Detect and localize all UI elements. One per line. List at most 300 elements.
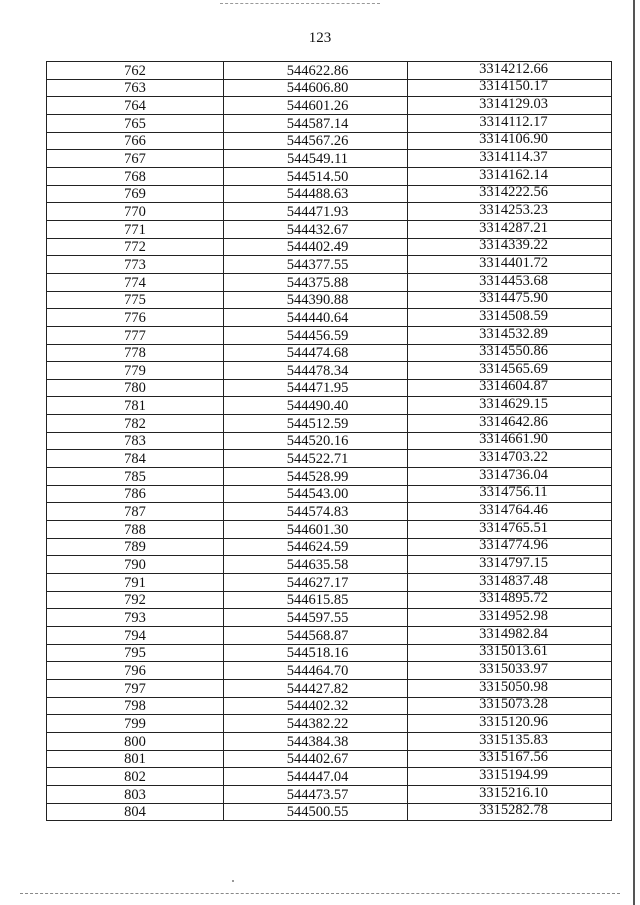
y-coordinate-text: 3314629.15 <box>479 396 548 413</box>
y-coordinate-cell <box>408 679 612 697</box>
table-row <box>47 238 612 256</box>
point-number-cell <box>47 679 224 697</box>
x-coordinate-text: 544615.85 <box>286 592 349 609</box>
y-coordinate-cell <box>408 114 612 132</box>
point-number-cell <box>47 167 224 185</box>
y-coordinate-cell <box>408 591 612 609</box>
point-number-cell <box>47 697 224 715</box>
x-coordinate-cell <box>224 362 408 380</box>
x-coordinate-text: 544601.26 <box>286 97 349 114</box>
table-row <box>47 679 612 697</box>
y-coordinate-text: 3314837.48 <box>479 573 548 589</box>
x-coordinate-cell <box>224 503 408 521</box>
table-row <box>47 220 612 238</box>
y-coordinate-text: 3314222.56 <box>479 185 548 201</box>
coordinates-table-body <box>47 62 612 821</box>
point-number-cell <box>47 362 224 380</box>
table-row <box>47 662 612 680</box>
x-coordinate-text: 544478.34 <box>286 362 349 379</box>
y-coordinate-cell <box>408 238 612 256</box>
table-row <box>47 326 612 344</box>
point-number-text: 801 <box>124 751 146 768</box>
x-coordinate-cell <box>224 644 408 662</box>
y-coordinate-cell <box>408 203 612 221</box>
x-coordinate-cell <box>224 715 408 733</box>
x-coordinate-text: 544514.50 <box>286 168 349 185</box>
y-coordinate-cell <box>408 362 612 380</box>
table-row <box>47 538 612 556</box>
y-coordinate-text: 3314112.17 <box>479 114 548 130</box>
x-coordinate-text: 544456.59 <box>286 327 349 344</box>
x-coordinate-cell <box>224 750 408 768</box>
x-coordinate-cell <box>224 203 408 221</box>
point-number-text: 787 <box>124 504 146 521</box>
point-number-text: 766 <box>124 133 146 150</box>
x-coordinate-cell <box>224 468 408 486</box>
y-coordinate-text: 3314212.66 <box>479 61 548 77</box>
point-number-text: 772 <box>124 239 146 256</box>
y-coordinate-text: 3314150.17 <box>479 79 548 95</box>
x-coordinate-cell <box>224 574 408 592</box>
point-number-cell <box>47 203 224 221</box>
x-coordinate-text: 544488.63 <box>286 186 349 203</box>
x-coordinate-cell <box>224 185 408 203</box>
y-coordinate-text: 3314736.04 <box>479 467 548 483</box>
point-number-text: 781 <box>124 398 146 415</box>
point-number-text: 792 <box>124 592 146 609</box>
y-coordinate-text: 3314162.14 <box>479 167 548 183</box>
point-number-text: 789 <box>124 539 146 556</box>
y-coordinate-cell <box>408 662 612 680</box>
point-number-text: 771 <box>124 221 146 238</box>
point-number-text: 784 <box>124 451 146 468</box>
x-coordinate-text: 544622.86 <box>286 62 349 79</box>
point-number-cell <box>47 556 224 574</box>
point-number-text: 796 <box>124 662 146 679</box>
y-coordinate-cell <box>408 167 612 185</box>
x-coordinate-cell <box>224 415 408 433</box>
x-coordinate-cell <box>224 273 408 291</box>
point-number-text: 797 <box>124 680 146 697</box>
y-coordinate-cell <box>408 379 612 397</box>
y-coordinate-text: 3314508.59 <box>479 308 548 324</box>
point-number-text: 770 <box>124 203 146 220</box>
y-coordinate-text: 3315120.96 <box>479 714 548 730</box>
y-coordinate-text: 3314642.86 <box>479 414 548 430</box>
x-coordinate-cell <box>224 768 408 786</box>
point-number-text: 768 <box>124 168 146 185</box>
x-coordinate-cell <box>224 150 408 168</box>
x-coordinate-text: 544432.67 <box>286 221 349 238</box>
x-coordinate-cell <box>224 538 408 556</box>
y-coordinate-cell <box>408 450 612 468</box>
x-coordinate-cell <box>224 732 408 750</box>
x-coordinate-cell <box>224 556 408 574</box>
x-coordinate-text: 544473.57 <box>286 786 349 803</box>
y-coordinate-text: 3315216.10 <box>479 785 548 801</box>
point-number-cell <box>47 256 224 274</box>
point-number-text: 804 <box>124 804 146 821</box>
x-coordinate-text: 544522.71 <box>286 451 349 468</box>
table-row <box>47 379 612 397</box>
y-coordinate-text: 3314982.84 <box>479 626 548 642</box>
point-number-cell <box>47 62 224 80</box>
x-coordinate-cell <box>224 450 408 468</box>
y-coordinate-text: 3314475.90 <box>479 291 548 307</box>
y-coordinate-cell <box>408 785 612 803</box>
table-row <box>47 432 612 450</box>
point-number-text: 800 <box>124 733 146 750</box>
table-row <box>47 273 612 291</box>
x-coordinate-cell <box>224 114 408 132</box>
y-coordinate-cell <box>408 220 612 238</box>
y-coordinate-text: 3314550.86 <box>479 344 548 360</box>
x-coordinate-cell <box>224 220 408 238</box>
page-number: 123 <box>308 30 332 46</box>
x-coordinate-text: 544567.26 <box>286 133 349 150</box>
x-coordinate-cell <box>224 256 408 274</box>
y-coordinate-text: 3315167.56 <box>479 750 548 766</box>
x-coordinate-cell <box>224 485 408 503</box>
point-number-text: 790 <box>124 557 146 574</box>
y-coordinate-text: 3314114.37 <box>479 149 548 165</box>
point-number-text: 783 <box>124 433 146 450</box>
table-row <box>47 521 612 539</box>
point-number-cell <box>47 768 224 786</box>
point-number-text: 793 <box>124 610 146 626</box>
y-coordinate-cell <box>408 644 612 662</box>
x-coordinate-cell <box>224 432 408 450</box>
point-number-cell <box>47 185 224 203</box>
point-number-cell <box>47 273 224 291</box>
y-coordinate-cell <box>408 556 612 574</box>
y-coordinate-cell <box>408 503 612 521</box>
point-number-cell <box>47 662 224 680</box>
point-number-cell <box>47 97 224 115</box>
point-number-text: 794 <box>124 627 146 644</box>
x-coordinate-cell <box>224 309 408 327</box>
x-coordinate-text: 544390.88 <box>286 292 349 309</box>
point-number-cell <box>47 750 224 768</box>
y-coordinate-cell <box>408 768 612 786</box>
y-coordinate-text: 3315073.28 <box>479 697 548 713</box>
point-number-text: 764 <box>124 97 146 114</box>
y-coordinate-cell <box>408 79 612 97</box>
y-coordinate-text: 3314661.90 <box>479 432 548 448</box>
x-coordinate-text: 544382.22 <box>286 715 349 732</box>
x-coordinate-cell <box>224 662 408 680</box>
x-coordinate-cell <box>224 609 408 627</box>
y-coordinate-cell <box>408 344 612 362</box>
x-coordinate-text: 544402.32 <box>286 698 349 715</box>
point-number-cell <box>47 785 224 803</box>
point-number-text: 765 <box>124 115 146 132</box>
point-number-cell <box>47 79 224 97</box>
x-coordinate-cell <box>224 238 408 256</box>
y-coordinate-text: 3315013.61 <box>479 644 548 660</box>
y-coordinate-text: 3314253.23 <box>479 202 548 218</box>
y-coordinate-cell <box>408 609 612 627</box>
y-coordinate-text: 3314797.15 <box>479 555 548 572</box>
y-coordinate-text: 3314764.46 <box>479 502 548 519</box>
table-row <box>47 591 612 609</box>
y-coordinate-text: 3314532.89 <box>479 326 548 342</box>
point-number-cell <box>47 432 224 450</box>
point-number-cell <box>47 379 224 397</box>
x-coordinate-cell <box>224 591 408 609</box>
table-row <box>47 167 612 185</box>
point-number-cell <box>47 150 224 168</box>
point-number-cell <box>47 485 224 503</box>
point-number-cell <box>47 609 224 627</box>
table-row <box>47 803 612 821</box>
x-coordinate-cell <box>224 167 408 185</box>
x-coordinate-text: 544518.16 <box>286 645 349 662</box>
point-number-cell <box>47 220 224 238</box>
point-number-cell <box>47 450 224 468</box>
point-number-cell <box>47 627 224 645</box>
y-coordinate-text: 3314106.90 <box>479 132 548 148</box>
y-coordinate-text: 3314565.69 <box>479 361 548 377</box>
point-number-text: 778 <box>124 345 146 362</box>
x-coordinate-text: 544471.95 <box>286 380 349 397</box>
y-coordinate-text: 3315033.97 <box>479 661 548 677</box>
y-coordinate-cell <box>408 750 612 768</box>
y-coordinate-cell <box>408 468 612 486</box>
table-row <box>47 574 612 592</box>
table-row <box>47 627 612 645</box>
y-coordinate-cell <box>408 273 612 291</box>
point-number-text: 762 <box>124 62 146 79</box>
point-number-cell <box>47 326 224 344</box>
y-coordinate-cell <box>408 397 612 415</box>
x-coordinate-text: 544500.55 <box>286 804 349 821</box>
y-coordinate-text: 3314774.96 <box>479 538 548 554</box>
table-row <box>47 97 612 115</box>
x-coordinate-text: 544427.82 <box>286 680 349 697</box>
x-coordinate-text: 544568.87 <box>286 627 349 644</box>
page-right-edge <box>633 0 635 905</box>
x-coordinate-text: 544377.55 <box>286 256 349 273</box>
x-coordinate-text: 544402.49 <box>286 239 349 256</box>
point-number-text: 775 <box>124 292 146 309</box>
y-coordinate-cell <box>408 432 612 450</box>
table-row <box>47 203 612 221</box>
y-coordinate-cell <box>408 97 612 115</box>
point-number-cell <box>47 468 224 486</box>
table-row <box>47 62 612 80</box>
bottom-dashed-rule <box>20 893 620 894</box>
y-coordinate-cell <box>408 627 612 645</box>
y-coordinate-text: 3315135.83 <box>479 732 548 748</box>
point-number-text: 763 <box>124 80 146 97</box>
x-coordinate-text: 544474.68 <box>286 345 349 362</box>
point-number-text: 798 <box>124 698 146 715</box>
point-number-text: 799 <box>124 715 146 732</box>
table-row <box>47 503 612 521</box>
point-number-cell <box>47 238 224 256</box>
x-coordinate-text: 544587.14 <box>286 115 349 132</box>
y-coordinate-cell <box>408 62 612 80</box>
y-coordinate-text: 3314703.22 <box>479 449 548 466</box>
point-number-cell <box>47 521 224 539</box>
y-coordinate-cell <box>408 803 612 821</box>
y-coordinate-text: 3314756.11 <box>479 485 548 501</box>
point-number-text: 777 <box>124 327 146 344</box>
table-row <box>47 150 612 168</box>
point-number-cell <box>47 538 224 556</box>
x-coordinate-cell <box>224 521 408 539</box>
y-coordinate-cell <box>408 415 612 433</box>
y-coordinate-cell <box>408 132 612 150</box>
point-number-cell <box>47 415 224 433</box>
point-number-cell <box>47 803 224 821</box>
x-coordinate-text: 544447.04 <box>286 768 349 785</box>
point-number-text: 788 <box>124 521 146 538</box>
table-row <box>47 132 612 150</box>
x-coordinate-text: 544601.30 <box>286 521 349 538</box>
table-row <box>47 309 612 327</box>
point-number-text: 780 <box>124 380 146 397</box>
x-coordinate-cell <box>224 291 408 309</box>
scan-speck <box>232 880 234 882</box>
point-number-text: 803 <box>124 786 146 803</box>
y-coordinate-cell <box>408 150 612 168</box>
table-row <box>47 415 612 433</box>
point-number-cell <box>47 732 224 750</box>
point-number-text: 774 <box>124 274 146 291</box>
y-coordinate-cell <box>408 256 612 274</box>
point-number-cell <box>47 397 224 415</box>
coordinates-table <box>46 61 612 821</box>
x-coordinate-text: 544543.00 <box>286 486 349 503</box>
table-row <box>47 450 612 468</box>
x-coordinate-cell <box>224 79 408 97</box>
point-number-text: 802 <box>124 768 146 785</box>
table-row <box>47 344 612 362</box>
point-number-text: 767 <box>124 150 146 167</box>
table-row <box>47 397 612 415</box>
table-row <box>47 785 612 803</box>
point-number-text: 782 <box>124 415 146 432</box>
point-number-text: 773 <box>124 256 146 273</box>
point-number-text: 785 <box>124 468 146 485</box>
x-coordinate-cell <box>224 697 408 715</box>
x-coordinate-cell <box>224 379 408 397</box>
y-coordinate-text: 3315282.78 <box>479 803 548 819</box>
x-coordinate-text: 544606.80 <box>286 80 349 97</box>
x-coordinate-cell <box>224 132 408 150</box>
table-row <box>47 468 612 486</box>
table-row <box>47 715 612 733</box>
x-coordinate-text: 544627.17 <box>286 574 349 591</box>
point-number-cell <box>47 503 224 521</box>
table-row <box>47 256 612 274</box>
y-coordinate-text: 3314287.21 <box>479 220 548 236</box>
y-coordinate-text: 3315050.98 <box>479 679 548 695</box>
x-coordinate-text: 544549.11 <box>286 150 349 167</box>
x-coordinate-cell <box>224 397 408 415</box>
x-coordinate-text: 544471.93 <box>286 203 349 220</box>
point-number-text: 776 <box>124 309 146 326</box>
point-number-text: 791 <box>124 574 146 591</box>
x-coordinate-cell <box>224 785 408 803</box>
x-coordinate-text: 544440.64 <box>286 309 349 326</box>
point-number-text: 769 <box>124 186 146 203</box>
x-coordinate-cell <box>224 803 408 821</box>
point-number-cell <box>47 344 224 362</box>
y-coordinate-cell <box>408 326 612 344</box>
point-number-text: 795 <box>124 645 146 662</box>
point-number-cell <box>47 114 224 132</box>
table-row <box>47 609 612 627</box>
point-number-cell <box>47 132 224 150</box>
x-coordinate-cell <box>224 62 408 80</box>
y-coordinate-cell <box>408 715 612 733</box>
y-coordinate-text: 3314129.03 <box>479 96 548 112</box>
x-coordinate-text: 544464.70 <box>286 662 349 679</box>
table-row <box>47 485 612 503</box>
y-coordinate-cell <box>408 521 612 539</box>
point-number-cell <box>47 644 224 662</box>
table-row <box>47 291 612 309</box>
point-number-cell <box>47 291 224 309</box>
table-row <box>47 79 612 97</box>
table-row <box>47 732 612 750</box>
top-dashed-rule <box>220 3 380 4</box>
x-coordinate-text: 544574.83 <box>286 504 349 521</box>
y-coordinate-text: 3314952.98 <box>479 608 548 624</box>
x-coordinate-text: 544512.59 <box>286 415 349 432</box>
x-coordinate-text: 544520.16 <box>286 433 349 450</box>
point-number-cell <box>47 591 224 609</box>
y-coordinate-cell <box>408 291 612 309</box>
x-coordinate-cell <box>224 97 408 115</box>
point-number-cell <box>47 309 224 327</box>
y-coordinate-text: 3314453.68 <box>479 273 548 289</box>
point-number-text: 779 <box>124 362 146 379</box>
y-coordinate-cell <box>408 538 612 556</box>
y-coordinate-cell <box>408 485 612 503</box>
x-coordinate-text: 544375.88 <box>286 274 349 291</box>
table-row <box>47 750 612 768</box>
x-coordinate-text: 544384.38 <box>286 733 349 750</box>
y-coordinate-text: 3314339.22 <box>479 238 548 254</box>
y-coordinate-text: 3315194.99 <box>479 767 548 783</box>
y-coordinate-text: 3314895.72 <box>479 591 548 607</box>
x-coordinate-text: 544597.55 <box>286 610 349 626</box>
table-row <box>47 362 612 380</box>
y-coordinate-cell <box>408 185 612 203</box>
x-coordinate-cell <box>224 344 408 362</box>
y-coordinate-cell <box>408 574 612 592</box>
x-coordinate-text: 544402.67 <box>286 751 349 768</box>
y-coordinate-text: 3314765.51 <box>479 520 548 536</box>
x-coordinate-cell <box>224 627 408 645</box>
x-coordinate-text: 544528.99 <box>286 468 349 485</box>
table-row <box>47 114 612 132</box>
point-number-text: 786 <box>124 486 146 503</box>
y-coordinate-text: 3314401.72 <box>479 255 548 271</box>
table-row <box>47 185 612 203</box>
point-number-cell <box>47 574 224 592</box>
x-coordinate-cell <box>224 326 408 344</box>
y-coordinate-text: 3314604.87 <box>479 379 548 395</box>
point-number-cell <box>47 715 224 733</box>
table-row <box>47 644 612 662</box>
table-row <box>47 556 612 574</box>
x-coordinate-text: 544635.58 <box>286 557 349 574</box>
